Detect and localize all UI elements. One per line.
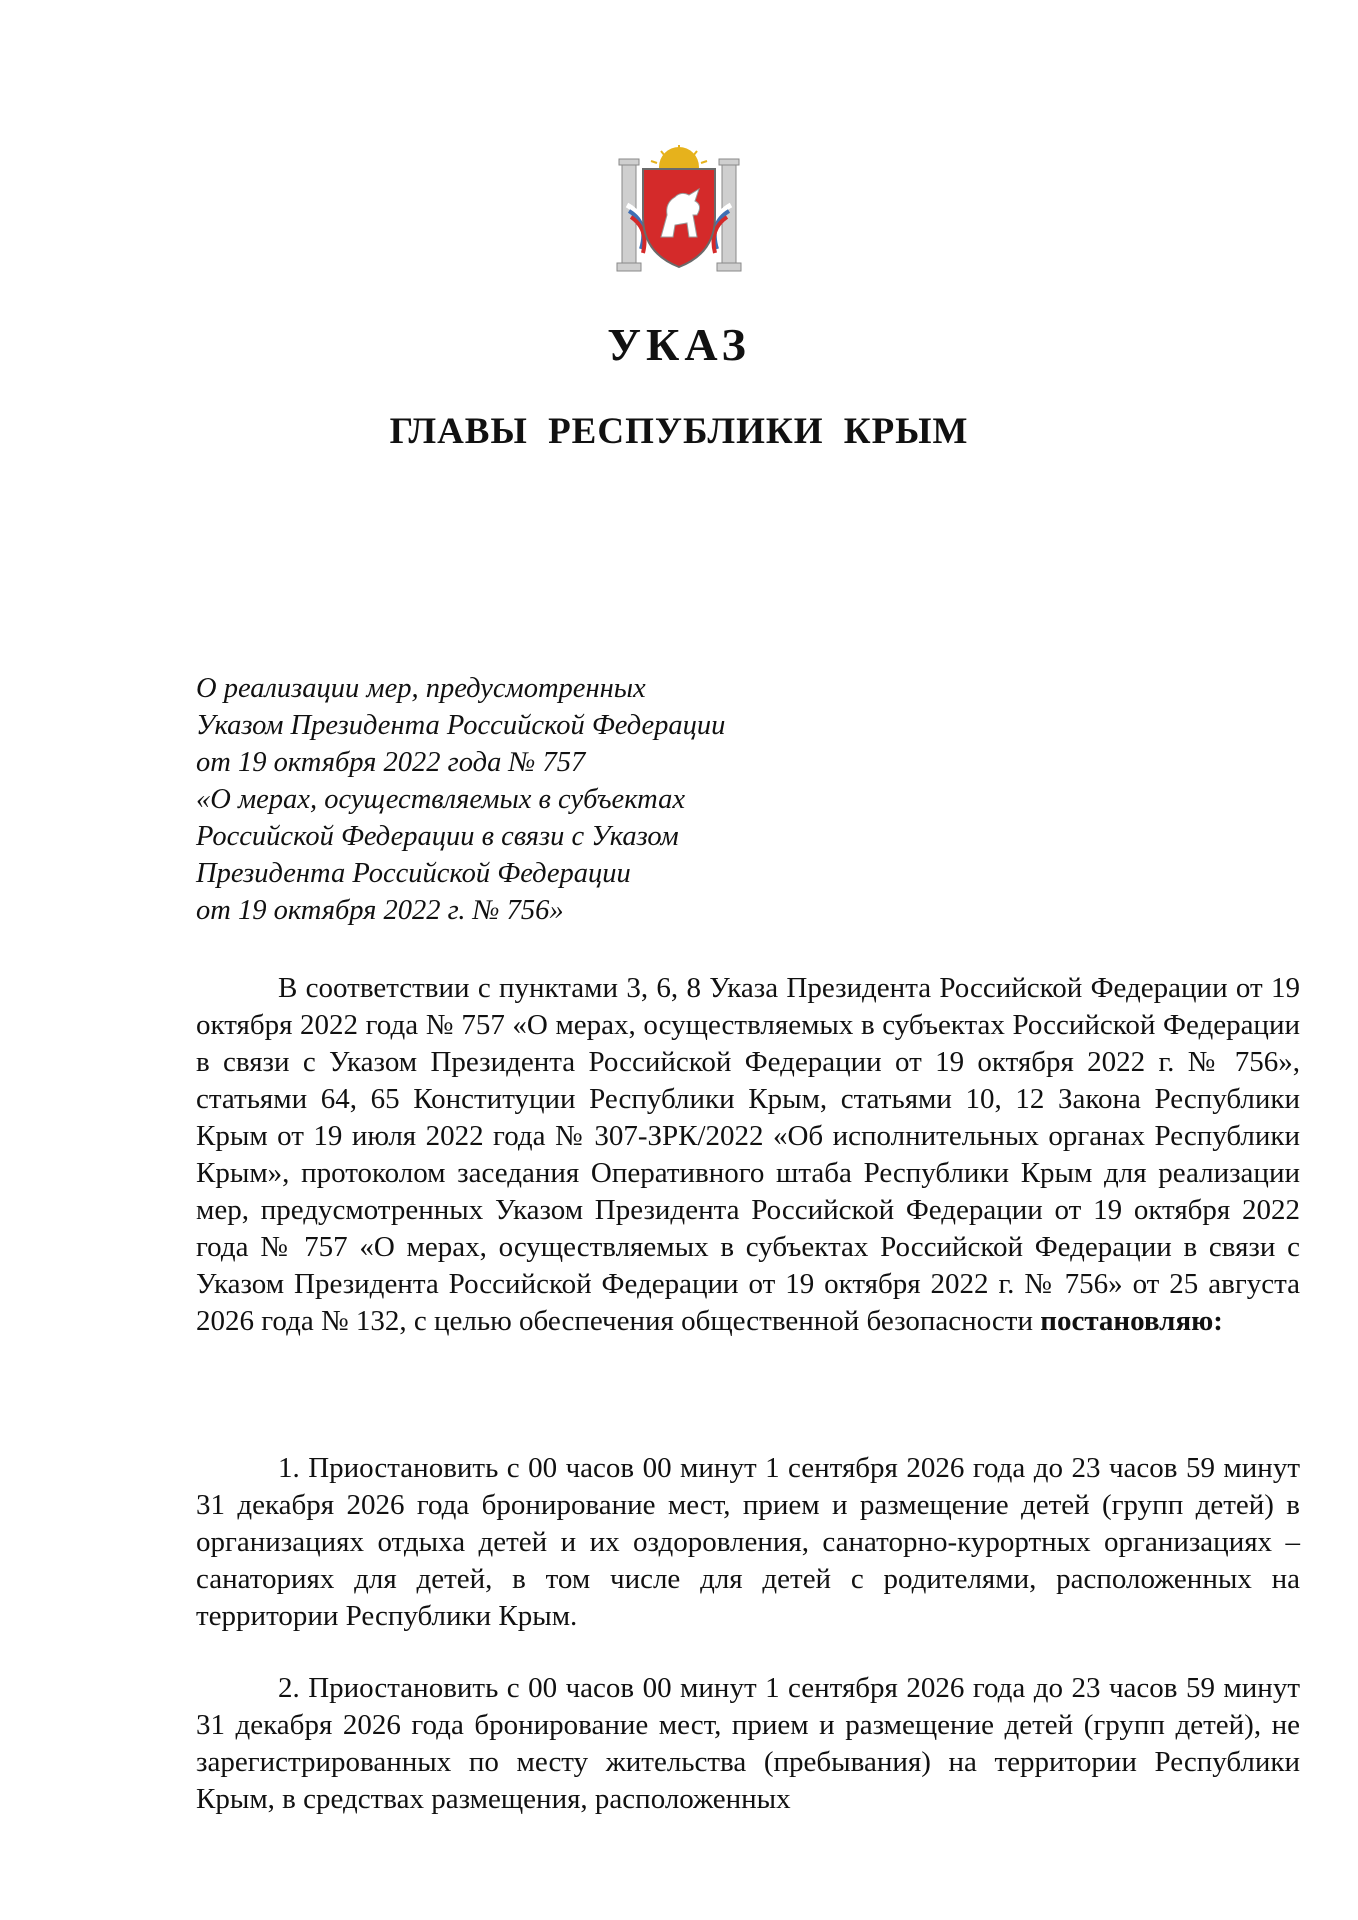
heading-line: от 19 октября 2022 года № 757	[196, 747, 586, 778]
heading-line: «О мерах, осуществляемых в субъектах	[196, 784, 685, 815]
decree-heading	[196, 670, 916, 929]
heading-line: Указом Президента Российской Федерации	[196, 710, 726, 741]
heading-line: О реализации мер, предусмотренных	[196, 673, 646, 704]
preamble-emphasis: постановляю:	[1040, 1305, 1223, 1337]
heading-line: Президента Российской Федерации	[196, 858, 631, 889]
decree-item-2	[196, 1670, 1300, 1818]
heading-line: Российской Федерации в связи с Указом	[196, 821, 679, 852]
heading-line: от 19 октября 2022 г. № 756»	[196, 895, 564, 926]
preamble-text: В соответствии с пунктами 3, 6, 8 Указа Президента Российской Федерации от 19 октября 2022 года № 757 «О мерах, осуществляемых в субъектах Российской Федерации в связи с Указом Президента Российской Федерации от 19 октября 2022 г. № 756», статьями 64, 65 Конституции Республики Крым, статьями 10, 12 Закона Республики Крым от 19 июля 2022 года № 307-ЗРК/2022 «Об исполнительных органах Республики Крым», протоколом заседания Оперативного штаба Республики Крым для реализации мер, предусмотренных Указом Президента Российской Федерации от 19 октября 2022 года № 757 «О мерах, осуществляемых в субъектах Российской Федерации в связи с Указом Президента Российской Федерации от 19 октября 2022 г. № 756» от 25 августа 2026 года № 132, с целью обеспечения общественной безопасности	[196, 972, 1300, 1337]
document-title: УКАЗ	[607, 319, 751, 370]
decree-item-text: 1. Приостановить с 00 часов 00 минут 1 сентября 2026 года до 23 часов 59 минут 31 декабря 2026 года бронирование мест, прием и размещение детей (групп детей) в организациях отдыха детей и их оздоровления, санаторно-курортных организациях – санаториях для детей, в том числе для детей с родителями, расположенных на территории Республики Крым.	[196, 1452, 1300, 1632]
document-subtitle: ГЛАВЫ РЕСПУБЛИКИ КРЫМ	[389, 411, 969, 452]
decree-item-text: 2. Приостановить с 00 часов 00 минут 1 сентября 2026 года до 23 часов 59 минут 31 декабря 2026 года бронирование мест, прием и размещение детей (групп детей), не зарегистрированных по месту жительства (пребывания) на территории Республики Крым, в средствах размещения, расположенных	[196, 1672, 1300, 1815]
decree-item-1	[196, 1450, 1300, 1635]
crimea-coat-of-arms-icon	[609, 145, 749, 275]
preamble-paragraph	[196, 970, 1300, 1340]
